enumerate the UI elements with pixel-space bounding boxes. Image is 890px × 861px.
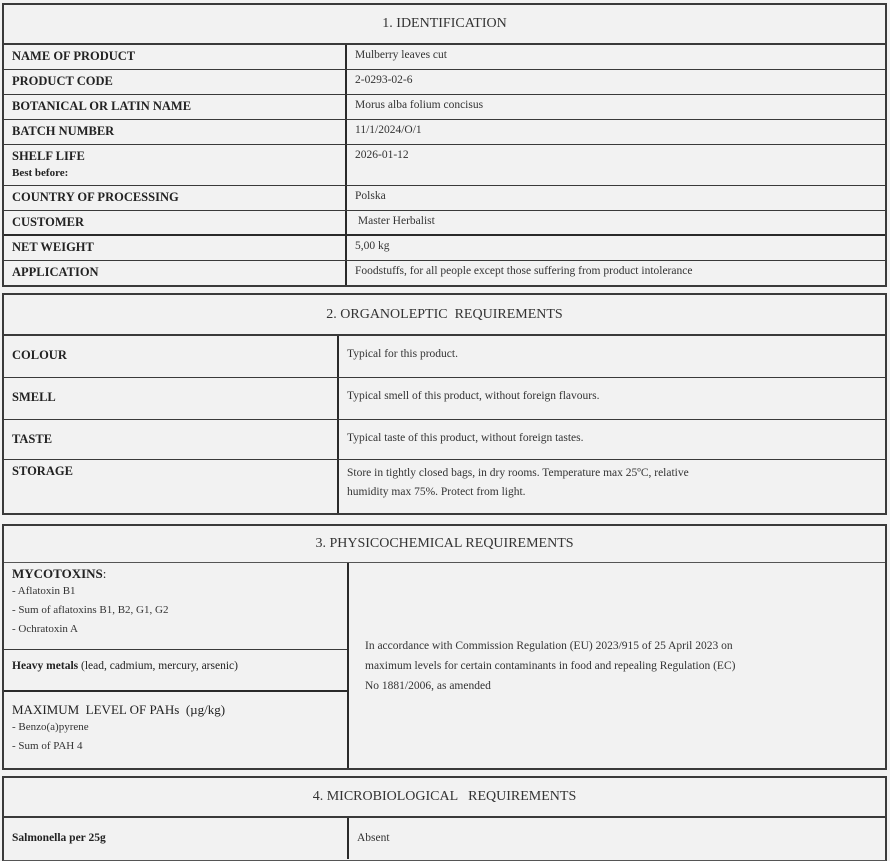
table-row-product-code (4, 70, 885, 95)
row-value: Master Herbalist (355, 215, 435, 227)
storage-line-2: humidity max 75%. Protect from light. (347, 486, 526, 498)
row-value: Foodstuffs, for all people except those suffering from product intolerance (355, 265, 693, 277)
row-label: TASTE (4, 420, 339, 459)
table-row-smell (4, 378, 885, 420)
table-row-botanical-name (4, 95, 885, 120)
row-value: Typical taste of this product, without foreign tastes. (347, 432, 584, 444)
row-value: Morus alba folium concisus (355, 99, 484, 111)
table-row-name-of-product (4, 45, 885, 70)
row-label: NET WEIGHT (4, 236, 347, 260)
row-value: Typical for this product. (347, 348, 458, 360)
row-label: BOTANICAL OR LATIN NAME (4, 95, 347, 119)
row-value: Typical smell of this product, without foreign flavours. (347, 390, 600, 402)
row-value: 2026-01-12 (355, 149, 409, 161)
section-physicochemical (2, 524, 887, 770)
regulation-line-1: In accordance with Commission Regulation (EU) 2023/915 of 25 April 2023 on (365, 639, 733, 652)
row-value: Polska (355, 190, 386, 202)
row-label (4, 145, 347, 185)
mycotoxins-heading: MYCOTOXINS (12, 566, 103, 581)
row-label: CUSTOMER (4, 211, 347, 234)
regulation-text (349, 563, 885, 768)
row-value: 5,00 kg (355, 240, 390, 252)
row-label: BATCH NUMBER (4, 120, 347, 144)
shelf-life-label: SHELF LIFE (12, 149, 85, 163)
mycotoxins-block (4, 563, 347, 650)
row-value (339, 460, 885, 513)
pah-item: - Benzo(a)pyrene (12, 721, 89, 733)
pah-item: - Sum of PAH 4 (12, 740, 83, 752)
regulation-line-2: maximum levels for certain contaminants in food and repealing Regulation (EC) (365, 659, 736, 672)
best-before-label: Best before: (12, 167, 69, 179)
storage-line-1: Store in tightly closed bags, in dry rooms. Temperature max 25ºC, relative (347, 467, 689, 479)
row-label: NAME OF PRODUCT (4, 45, 347, 69)
pahs-block (4, 692, 347, 759)
table-row-shelf-life (4, 145, 885, 186)
table-row-batch-number (4, 120, 885, 145)
row-label: SMELL (4, 378, 339, 419)
row-label: APPLICATION (4, 261, 347, 285)
row-label: Salmonella per 25g (4, 818, 349, 859)
heavy-metals-detail: (lead, cadmium, mercury, arsenic) (78, 660, 238, 672)
table-row-salmonella (4, 818, 885, 859)
section-title: 2. ORGANOLEPTIC REQUIREMENTS (4, 295, 885, 336)
heavy-metals-title: Heavy metals (12, 660, 79, 672)
row-label: COLOUR (4, 336, 339, 377)
pahs-title: MAXIMUM LEVEL OF PAHs (µg/kg) (12, 702, 226, 717)
regulation-line-3: No 1881/2006, as amended (365, 679, 491, 692)
contaminant-list (4, 563, 349, 768)
section-title: 3. PHYSICOCHEMICAL REQUIREMENTS (4, 526, 885, 563)
mycotoxin-item: - Aflatoxin B1 (12, 585, 76, 597)
row-value: 2-0293-02-6 (355, 74, 413, 86)
row-label: PRODUCT CODE (4, 70, 347, 94)
physicochemical-body (4, 563, 885, 768)
mycotoxin-item: - Sum of aflatoxins B1, B2, G1, G2 (12, 604, 169, 616)
row-label: COUNTRY OF PROCESSING (4, 186, 347, 210)
table-row-net-weight (4, 236, 885, 261)
table-row-application (4, 261, 885, 285)
section-microbiological (2, 776, 887, 861)
row-value: Mulberry leaves cut (355, 49, 447, 61)
table-row-customer (4, 211, 885, 236)
heavy-metals-block (4, 650, 347, 692)
mycotoxins-colon: : (102, 566, 107, 581)
table-row-taste (4, 420, 885, 460)
mycotoxins-title (12, 566, 339, 582)
section-title: 4. MICROBIOLOGICAL REQUIREMENTS (4, 778, 885, 818)
section-organoleptic (2, 293, 887, 515)
table-row-colour (4, 336, 885, 378)
row-value: 11/1/2024/O/1 (355, 124, 422, 136)
mycotoxin-item: - Ochratoxin A (12, 623, 78, 635)
table-row-country (4, 186, 885, 211)
row-value: Absent (357, 832, 390, 844)
section-title: 1. IDENTIFICATION (4, 5, 885, 45)
table-row-storage (4, 460, 885, 513)
section-identification (2, 3, 887, 287)
row-label: STORAGE (4, 460, 339, 513)
